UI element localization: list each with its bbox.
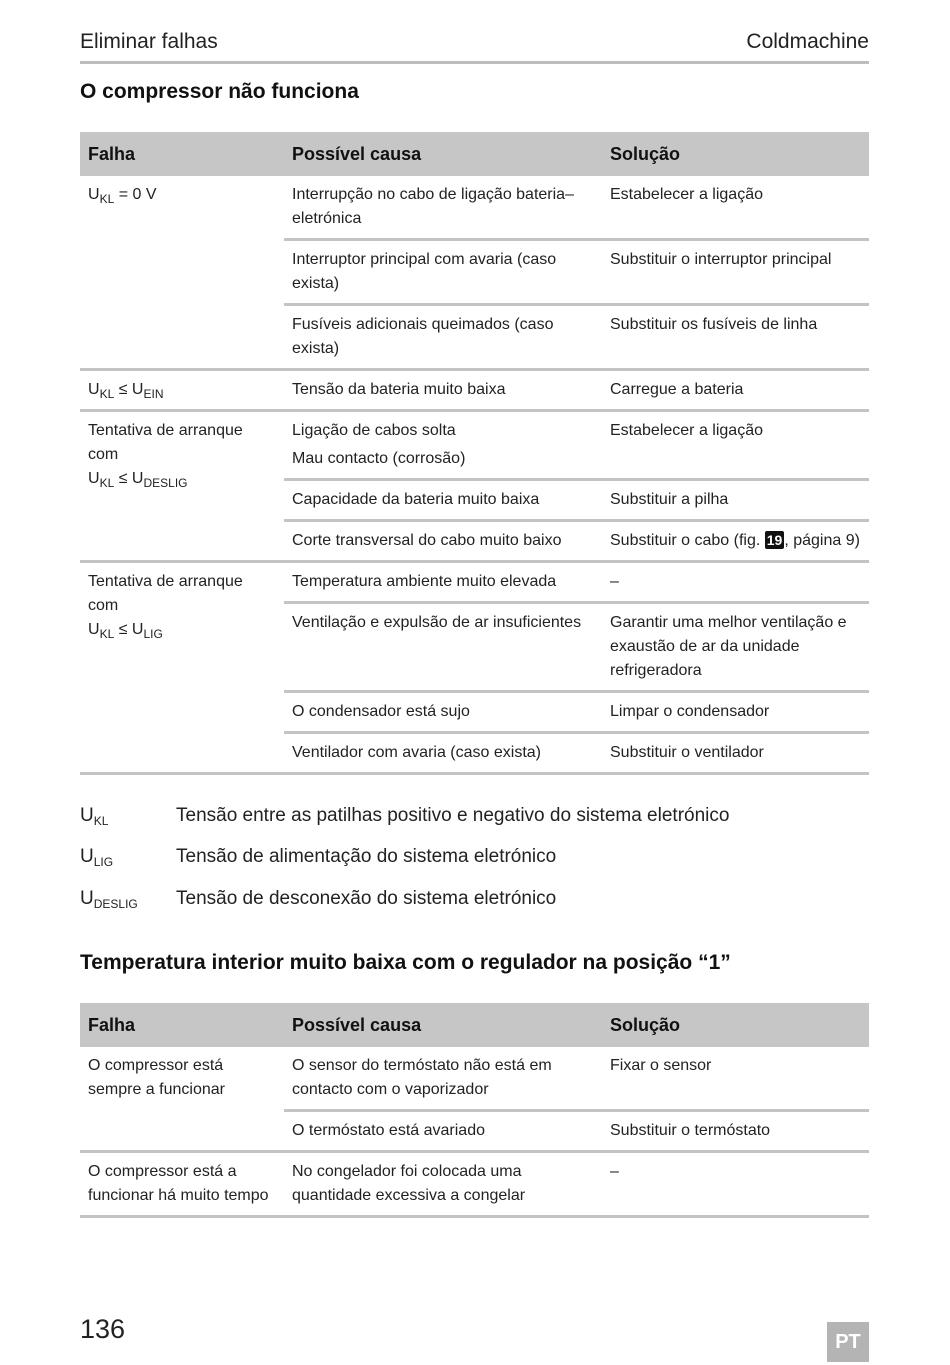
fault-cell: O compressor está sempre a funcionar bbox=[80, 1047, 284, 1152]
table-row bbox=[80, 411, 869, 480]
legend-description: Tensão entre as patilhas positivo e negativo do sistema eletrónico bbox=[176, 805, 730, 826]
cause-cell: O sensor do termóstato não está em contacto com o vaporizador bbox=[284, 1047, 602, 1111]
legend-symbol: $U_{DESLIG}$ bbox=[80, 888, 138, 911]
solution-cell: Limpar o condensador bbox=[602, 692, 869, 733]
legend-symbol: $U_{KL}$ bbox=[80, 805, 109, 828]
section-title-temperature: Temperatura interior muito baixa com o regulador na posição “1” bbox=[80, 951, 731, 974]
table-row bbox=[80, 1152, 869, 1217]
page-number: 136 bbox=[80, 1314, 126, 1344]
legend-symbol: $U_{LIG}$ bbox=[80, 846, 114, 869]
header-product-name: Coldmachine bbox=[746, 30, 869, 53]
col-header-solution: Solução bbox=[602, 1003, 869, 1047]
legend-description: Tensão de alimentação do sistema eletrónico bbox=[176, 846, 557, 867]
fault-cell: O compressor está a funcionar há muito tempo bbox=[80, 1152, 284, 1217]
solution-cell: Substituir os fusíveis de linha bbox=[602, 305, 869, 370]
cause-cell: Capacidade da bateria muito baixa bbox=[284, 480, 602, 521]
cause-cell: Fusíveis adicionais queimados (caso exista) bbox=[284, 305, 602, 370]
cause-cell: Ventilador com avaria (caso exista) bbox=[284, 733, 602, 774]
cause-cell bbox=[284, 411, 602, 480]
fault-cell: Tentativa de arranque com $U_{KL} \le U_{DESLIG}$ bbox=[80, 411, 284, 562]
figure-reference-badge: 19 bbox=[766, 532, 783, 548]
table-header-row bbox=[80, 1003, 869, 1047]
table-row bbox=[80, 370, 869, 411]
legend-description: Tensão de desconexão do sistema eletrónico bbox=[176, 888, 557, 909]
table-header-row bbox=[80, 132, 869, 176]
cause-cell: Temperatura ambiente muito elevada bbox=[284, 562, 602, 603]
solution-cell: Substituir a pilha bbox=[602, 480, 869, 521]
fault-cell: Tentativa de arranque com $U_{KL} \le U_{LIG}$ bbox=[80, 562, 284, 774]
fault-table-temperature bbox=[80, 1003, 869, 1218]
page-header bbox=[80, 30, 869, 64]
fault-cell: $U_{KL} = 0$ V bbox=[80, 176, 284, 370]
cause-cell: Corte transversal do cabo muito baixo bbox=[284, 521, 602, 562]
cause-line: Ligação de cabos solta bbox=[292, 422, 456, 439]
solution-cell: – bbox=[602, 562, 869, 603]
solution-cell: Substituir o interruptor principal bbox=[602, 240, 869, 305]
cause-cell: O termóstato está avariado bbox=[284, 1111, 602, 1152]
fault-table-compressor bbox=[80, 132, 869, 775]
solution-cell: Garantir uma melhor ventilação e exaustão de ar da unidade refrigeradora bbox=[602, 603, 869, 692]
solution-cell: Fixar o sensor bbox=[602, 1047, 869, 1111]
table-row bbox=[80, 562, 869, 603]
solution-cell: Estabelecer a ligação bbox=[602, 411, 869, 480]
cause-cell: O condensador está sujo bbox=[284, 692, 602, 733]
col-header-cause: Possível causa bbox=[284, 1003, 602, 1047]
solution-cell: Estabelecer a ligação bbox=[602, 176, 869, 240]
col-header-solution: Solução bbox=[602, 132, 869, 176]
solution-cell: – bbox=[602, 1152, 869, 1217]
cause-cell: No congelador foi colocada uma quantidade excessiva a congelar bbox=[284, 1152, 602, 1217]
cause-cell: Interrupção no cabo de ligação bateria–eletrónica bbox=[284, 176, 602, 240]
cause-line: Mau contacto (corrosão) bbox=[292, 450, 466, 467]
col-header-fault: Falha bbox=[80, 1003, 284, 1047]
solution-cell: Substituir o termóstato bbox=[602, 1111, 869, 1152]
cause-cell: Tensão da bateria muito baixa bbox=[284, 370, 602, 411]
table-row bbox=[80, 1047, 869, 1111]
col-header-fault: Falha bbox=[80, 132, 284, 176]
col-header-cause: Possível causa bbox=[284, 132, 602, 176]
fault-cell: $U_{KL} \le U_{EIN}$ bbox=[80, 370, 284, 411]
section-title-compressor: O compressor não funciona bbox=[80, 80, 359, 103]
solution-cell: Substituir o cabo (fig. 19 , página 9) bbox=[602, 521, 869, 562]
cause-cell: Ventilação e expulsão de ar insuficientes bbox=[284, 603, 602, 692]
solution-cell: Carregue a bateria bbox=[602, 370, 869, 411]
solution-cell: Substituir o ventilador bbox=[602, 733, 869, 774]
header-section-title: Eliminar falhas bbox=[80, 30, 218, 53]
cause-cell: Interruptor principal com avaria (caso exista) bbox=[284, 240, 602, 305]
language-badge: PT bbox=[827, 1322, 869, 1362]
table-row bbox=[80, 176, 869, 240]
